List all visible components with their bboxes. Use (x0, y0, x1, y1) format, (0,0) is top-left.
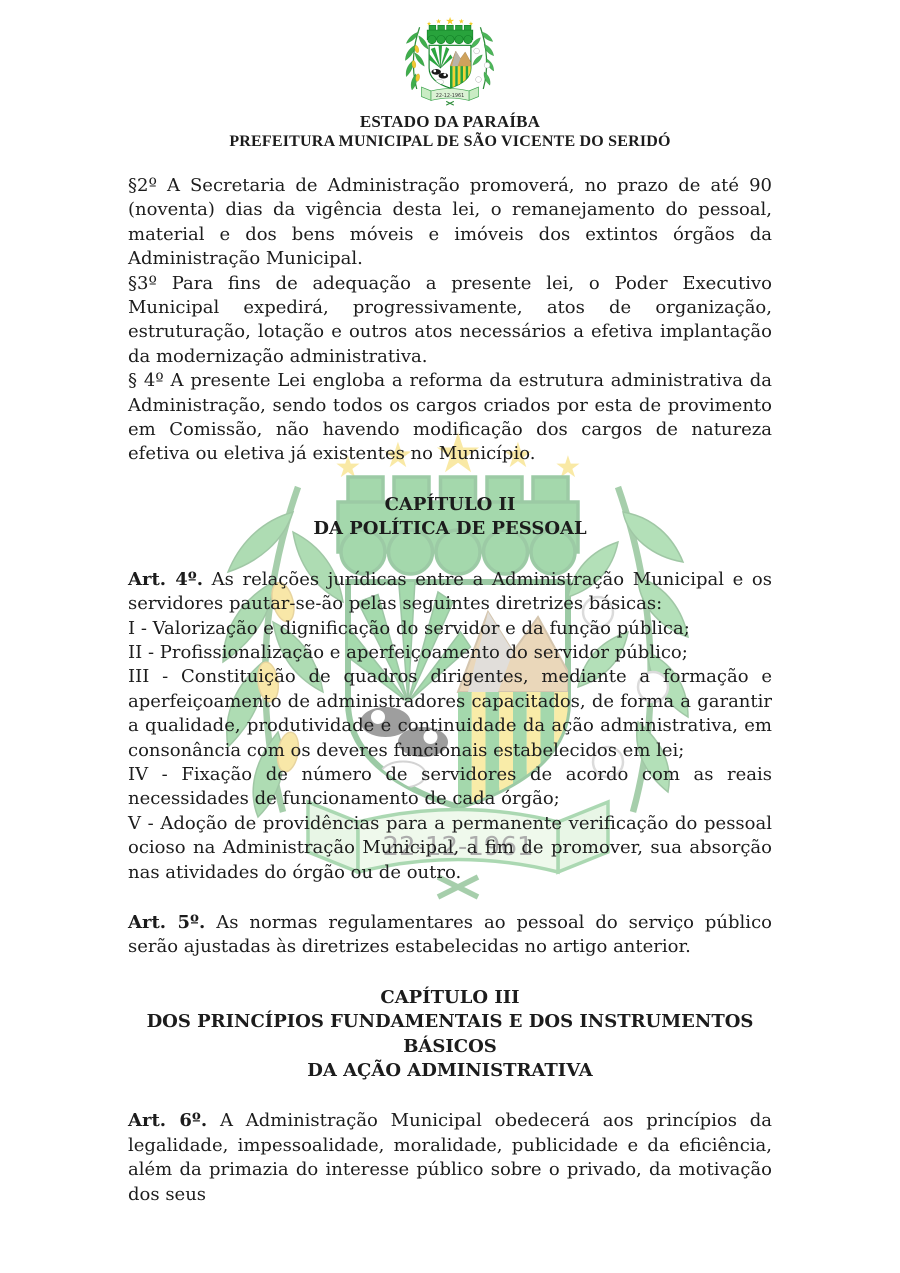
paragraph-s3: §3º Para fins de adequação a presente lei, o Poder Executivo Municipal expedirá, progressivamente, atos de organização, estruturação, lotação e outros atos necessários a efetiva implantação da modernização administrativa. (128, 272, 772, 367)
article-4-item-2: II - Profissionalização e aperfeiçoamento do servidor público; (128, 641, 688, 663)
document-header (0, 0, 900, 151)
article-4-item-3: III - Constituição de quadros dirigentes, mediante a formação e aperfeiçoamento de administradores capacitados, de forma a garantir a qualidade, produtividade e continuidade da ação administrativa, em consonância com os deveres funcionais estabelecidos em lei; (128, 666, 772, 761)
chapter-3-title: CAPÍTULO III (380, 986, 520, 1008)
article-4-item-1: I - Valorização e dignificação do servidor e da função pública; (128, 617, 690, 639)
document-body (128, 174, 772, 1207)
chapter-3-subtitle-2: DA AÇÃO ADMINISTRATIVA (307, 1060, 593, 1081)
article-4-item-5: V - Adoção de providências para a permanente verificação do pessoal ocioso na Administração Municipal, a fim de promover, sua absorção nas atividades do órgão ou de outro. (128, 812, 772, 883)
chapter-3-subtitle-1: DOS PRINCÍPIOS FUNDAMENTAIS E DOS INSTRUMENTOS BÁSICOS (146, 1011, 754, 1057)
paragraph-s4: § 4º A presente Lei engloba a reforma da estrutura administrativa da Administração, sendo todos os cargos criados por esta de provimento em Comissão, não havendo modificação dos cargos de natureza efetiva ou eletiva já existentes no Município. (128, 370, 772, 465)
article-5 (128, 911, 772, 960)
article-4-item-4: IV - Fixação de número de servidores de acordo com as reais necessidades de funcionamento de cada órgão; (128, 763, 772, 810)
article-6-label: Art. 6º. (128, 1110, 208, 1132)
article-4 (128, 568, 772, 617)
chapter-2-title: CAPÍTULO II (384, 493, 516, 515)
article-6-text: A Administração Municipal obedecerá aos princípios da legalidade, impessoalidade, moralidade, publicidade e da eficiência, além da primazia do interesse público sobre o privado, da motivação dos seus (128, 1110, 773, 1205)
article-5-text: As normas regulamentares ao pessoal do serviço público serão ajustadas às diretrizes estabelecidas no artigo anterior. (128, 911, 772, 958)
chapter-2-heading (128, 493, 772, 542)
chapter-3-heading (128, 986, 772, 1084)
header-state-line: ESTADO DA PARAÍBA (359, 112, 541, 131)
chapter-2-subtitle: DA POLÍTICA DE PESSOAL (313, 518, 587, 540)
article-6 (128, 1109, 772, 1207)
header-municipality-line: PREFEITURA MUNICIPAL DE SÃO VICENTE DO SERIDÓ (229, 133, 671, 150)
article-5-label: Art. 5º. (128, 911, 206, 933)
paragraph-s2: §2º A Secretaria de Administração promoverá, no prazo de até 90 (noventa) dias da vigência desta lei, o remanejamento do pessoal, material e dos bens móveis e imóveis dos extintos órgãos da Administração Municipal. (128, 175, 772, 270)
article-4-text: As relações jurídicas entre a Administração Municipal e os servidores pautar-se-ão pelas seguintes diretrizes básicas: (128, 568, 772, 615)
coat-of-arms-icon (393, 13, 507, 108)
article-4-label: Art. 4º. (128, 568, 204, 590)
